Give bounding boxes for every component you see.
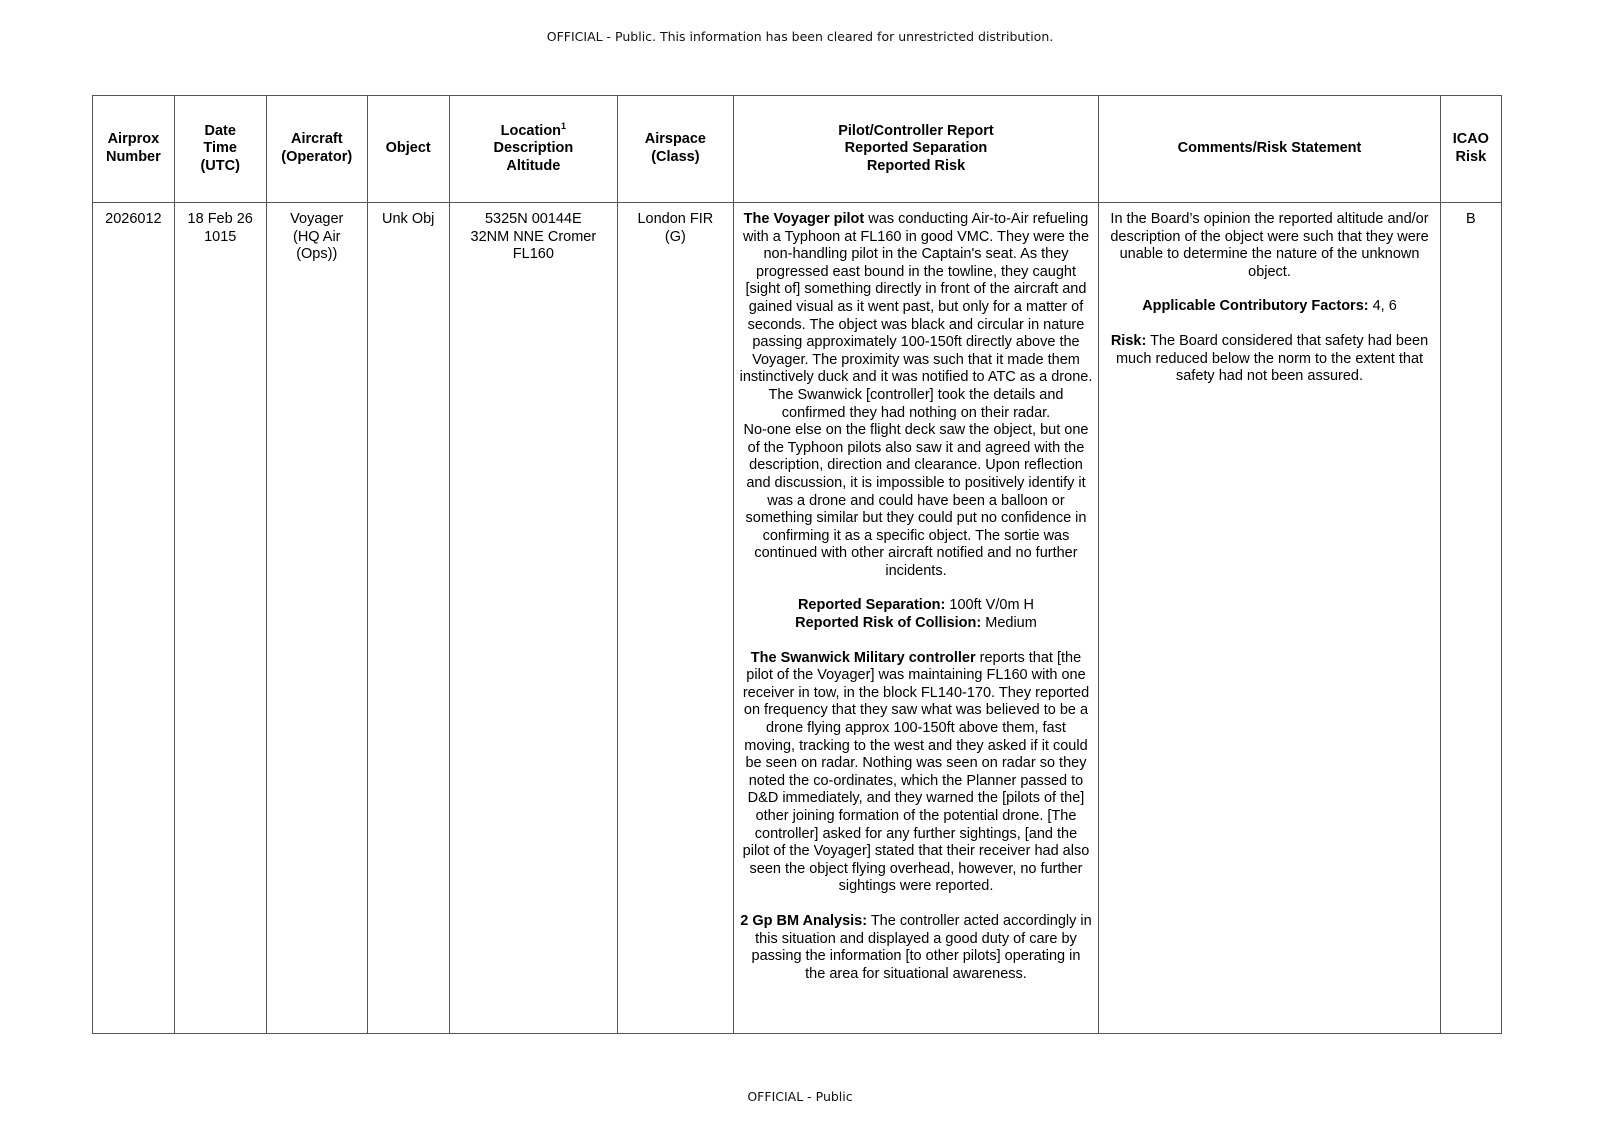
header-comments: Comments/Risk Statement (1099, 96, 1440, 203)
cell-location: 5325N 00144E 32NM NNE Cromer FL160 (449, 203, 618, 1034)
header-location: Location$^1$ Description Altitude (449, 96, 618, 203)
cell-icao-risk: B (1440, 203, 1501, 1034)
report-pilot-paragraph-2: No-one else on the flight deck saw the object, but one of the Typhoon pilots also saw it and agreed with the description, direction and clearance. Upon reflection and discussion, it is impossible to positively identify it was a drone and could have been a balloon or something similar but they could put no confidence in confirming it as a specific object. The sortie was continued with other aircraft notified and no further incidents. (743, 422, 1089, 579)
report-pilot-paragraph: The Voyager pilot was conducting Air-to-Air refueling with a Typhoon at FL160 in good VMC. They were the non-handling pilot in the Captain's seat. As they progressed east bound in the towline, they caught [sight of] something directly in front of the aircraft and gained visual as it went past, but only for a matter of seconds. The object was black and circular in nature passing approximately 100-150ft directly above the Voyager. The proximity was such that it made them instinctively duck and it was notified to ATC as a drone. The Swanwick [controller] took the details and confirmed they had nothing on their radar. (739, 211, 1093, 421)
table-row (93, 203, 1502, 1034)
table-header-row (93, 96, 1502, 203)
protective-marking-header: OFFICIAL - Public. This information has been cleared for unrestricted distribution. (546, 29, 1054, 44)
header-icao-risk: ICAO Risk (1440, 96, 1501, 203)
report-controller-paragraph: The Swanwick Military controller reports that [the pilot of the Voyager] was maintaining FL160 with one receiver in tow, in the block FL140-170. They reported on frequency that they saw what was believed to be a drone flying approx 100-150ft above them, fast moving, tracking to the west and they asked if it could be seen on radar. Nothing was seen on radar so they noted the co-ordinates, which the Planner passed to D&D immediately, and they warned the [pilots of the] other joining formation of the potential drone. [The controller] asked for any further sightings, [and the pilot of the Voyager] stated that their receiver had also seen the object flying overhead, however, no further sightings were reported. (742, 649, 1090, 895)
cell-object: Unk Obj (367, 203, 449, 1034)
cell-airprox-number: 2026012 (93, 203, 175, 1034)
cell-time: 1015 (204, 228, 237, 245)
header-date-time: Date Time (UTC) (174, 96, 266, 203)
reported-separation: Reported Separation: 100ft V/0m H (797, 597, 1035, 614)
header-report: Pilot/Controller Report Reported Separation Reported Risk (733, 96, 1099, 203)
header-airprox-number: Airprox Number (93, 96, 175, 203)
cell-aircraft: Voyager (HQ Air (Ops)) (266, 203, 367, 1034)
cell-date: 18 Feb 26 (187, 211, 253, 227)
comments-risk: Risk: The Board considered that safety had been much reduced below the norm to the extent that safety had not been assured. (1110, 332, 1429, 385)
cell-airspace: London FIR (G) (618, 203, 733, 1034)
reported-risk: Reported Risk of Collision: Medium (795, 615, 1037, 632)
header-aircraft: Aircraft (Operator) (266, 96, 367, 203)
footnote-marker: 1 (561, 120, 567, 131)
protective-marking-footer: OFFICIAL - Public (747, 1089, 853, 1104)
airprox-table (92, 95, 1502, 1034)
cell-report (733, 203, 1099, 1034)
cell-comments (1099, 203, 1440, 1034)
comments-opinion: In the Board’s opinion the reported altitude and/or description of the object were such that they were unable to determine the nature of the unknown object. (1110, 211, 1429, 280)
report-analysis-paragraph: 2 Gp BM Analysis: The controller acted accordingly in this situation and displayed a good duty of care by passing the information [to other pilots] operating in the area for situational awareness. (740, 912, 1092, 982)
header-object: Object (367, 96, 449, 203)
header-location-title: Location (500, 122, 562, 139)
header-airspace: Airspace (Class) (618, 96, 733, 203)
cell-date-time (174, 203, 266, 1034)
comments-contributory-factors: Applicable Contributory Factors: 4, 6 (1142, 298, 1397, 315)
